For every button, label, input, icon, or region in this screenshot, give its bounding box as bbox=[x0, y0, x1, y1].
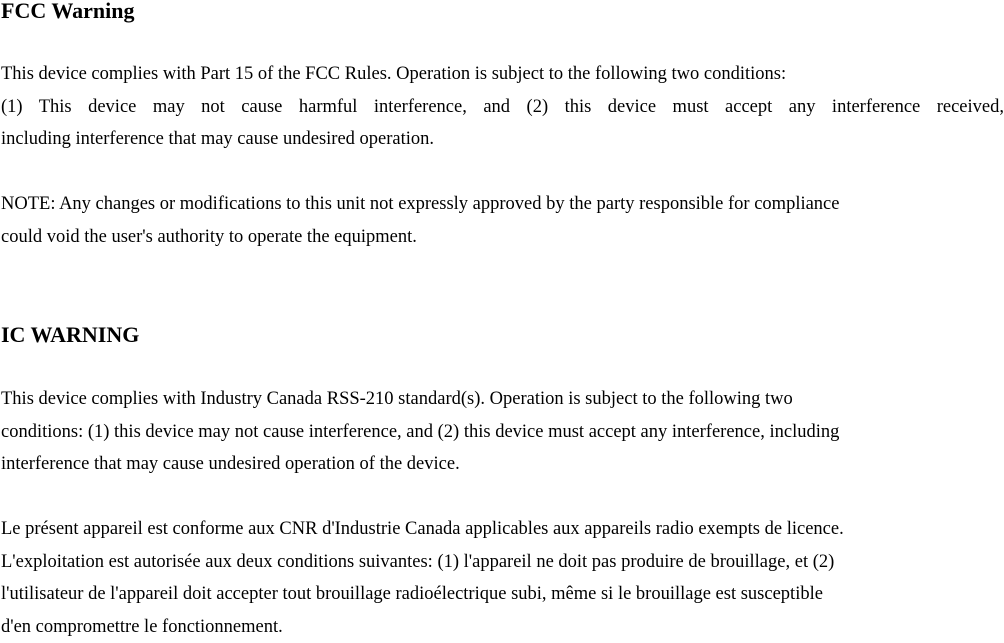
ic-warning-title: IC WARNING bbox=[1, 324, 139, 346]
fcc-intro-line: This device complies with Part 15 of the FCC Rules. Operation is subject to the following two conditions: bbox=[1, 58, 1004, 91]
ic-french-line-1: Le présent appareil est conforme aux CNR d'Industrie Canada applicables aux appareils radio exempts de licence. bbox=[1, 513, 1004, 546]
ic-english-statement bbox=[1, 383, 1004, 481]
fcc-conditions-line-1: (1) This device may not cause harmful interference, and (2) this device must accept any interference received, bbox=[1, 91, 1004, 124]
ic-french-statement bbox=[1, 513, 1004, 643]
ic-english-line-3: interference that may cause undesired operation of the device. bbox=[1, 448, 1004, 481]
fcc-statement bbox=[1, 58, 1004, 156]
ic-english-line-2: conditions: (1) this device may not cause interference, and (2) this device must accept any interference, including bbox=[1, 416, 1004, 449]
fcc-note-line-1: NOTE: Any changes or modifications to this unit not expressly approved by the party responsible for compliance bbox=[1, 188, 1004, 221]
fcc-conditions-line-2: including interference that may cause undesired operation. bbox=[1, 123, 1004, 156]
ic-french-line-3: l'utilisateur de l'appareil doit accepter tout brouillage radioélectrique subi, même si le brouillage est susceptible bbox=[1, 578, 1004, 611]
ic-french-line-2: L'exploitation est autorisée aux deux conditions suivantes: (1) l'appareil ne doit pas produire de brouillage, et (2) bbox=[1, 546, 1004, 579]
fcc-note bbox=[1, 188, 1004, 253]
ic-french-line-4: d'en compromettre le fonctionnement. bbox=[1, 611, 1004, 643]
ic-english-line-1: This device complies with Industry Canada RSS-210 standard(s). Operation is subject to the following two bbox=[1, 383, 1004, 416]
fcc-warning-title: FCC Warning bbox=[1, 0, 134, 22]
fcc-note-line-2: could void the user's authority to operate the equipment. bbox=[1, 221, 1004, 254]
